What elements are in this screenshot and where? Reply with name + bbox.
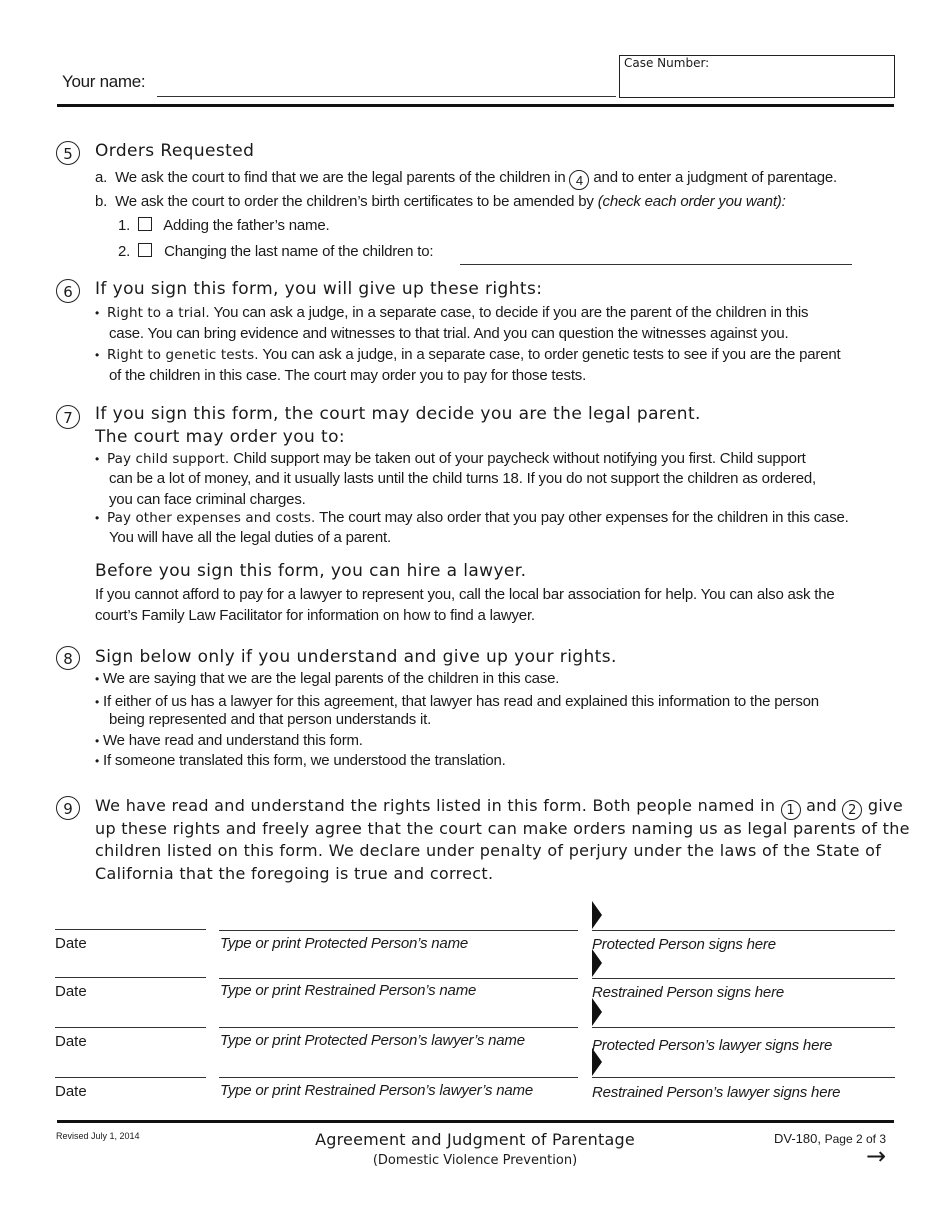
name-label: Type or print Restrained Person’s name	[220, 982, 477, 999]
protected-lawyer-signature-field[interactable]	[592, 1027, 895, 1028]
section-5b: b. We ask the court to order the children’s birth certificates to be amended by (check each order you want):	[95, 193, 786, 210]
date-label: Date	[55, 1033, 87, 1050]
sign-here-arrow-icon	[592, 1048, 602, 1076]
section-6-heading: If you sign this form, you will give up these rights:	[95, 279, 543, 299]
name-label: Type or print Protected Person’s name	[220, 935, 469, 952]
restrained-person-signature-field[interactable]	[592, 978, 895, 979]
change-last-name-checkbox[interactable]	[138, 243, 152, 257]
new-last-name-field[interactable]	[460, 264, 852, 265]
sign-label: Protected Person’s lawyer signs here	[592, 1037, 833, 1054]
sign-label: Restrained Person’s lawyer signs here	[592, 1084, 841, 1101]
section-5b-item-2: 2. Changing the last name of the children to:	[118, 243, 434, 260]
section-8-bullet-3: • We have read and understand this form.	[95, 732, 363, 749]
date-field[interactable]	[55, 1077, 206, 1078]
declaration-line-4: California that the foregoing is true and correct.	[95, 864, 494, 883]
section-8-bullet-2: • If either of us has a lawyer for this agreement, that lawyer has read and explained this information to the person	[95, 693, 819, 710]
protected-person-signature-field[interactable]	[592, 930, 895, 931]
section-7-bullet-2: • Pay other expenses and costs. The court may also order that you pay other expenses for the children in this case.	[95, 509, 849, 526]
restrained-lawyer-signature-field[interactable]	[592, 1077, 895, 1078]
name-label: Type or print Restrained Person’s lawyer’s name	[220, 1082, 533, 1099]
date-label: Date	[55, 983, 87, 1000]
item-ref-1: 1	[781, 800, 801, 820]
section-8-heading: Sign below only if you understand and give up your rights.	[95, 647, 617, 667]
item-number-7: 7	[56, 405, 80, 429]
hire-lawyer-paragraph: If you cannot afford to pay for a lawyer to represent you, call the local bar association for help. You can also ask the	[95, 586, 835, 603]
sign-label: Protected Person signs here	[592, 936, 776, 953]
item-number-6: 6	[56, 279, 80, 303]
form-title: Agreement and Judgment of Parentage	[315, 1130, 635, 1149]
next-page-arrow-icon[interactable]: →	[866, 1142, 887, 1170]
section-7-bullet-1-cont-2: you can face criminal charges.	[109, 491, 306, 508]
form-id: DV-180,	[774, 1131, 821, 1146]
item-ref-2: 2	[842, 800, 862, 820]
item-number-8: 8	[56, 646, 80, 670]
sign-here-arrow-icon	[592, 949, 602, 977]
case-number-label: Case Number:	[624, 56, 710, 70]
case-number-box[interactable]	[619, 55, 895, 98]
date-field[interactable]	[55, 929, 206, 930]
item-ref-4: 4	[569, 170, 589, 190]
declaration-line-2: up these rights and freely agree that the court can make orders naming us as legal parents of the	[95, 819, 910, 838]
date-label: Date	[55, 1083, 87, 1100]
section-7-heading: If you sign this form, the court may decide you are the legal parent.	[95, 404, 701, 424]
date-label: Date	[55, 935, 87, 952]
protected-person-name-field[interactable]	[219, 930, 578, 931]
form-subtitle: (Domestic Violence Prevention)	[372, 1153, 578, 1168]
your-name-label: Your name:	[62, 72, 146, 91]
revision-date: Revised July 1, 2014	[56, 1131, 140, 1141]
section-5b-item-1: 1. Adding the father’s name.	[118, 217, 330, 234]
footer-divider	[57, 1120, 894, 1123]
date-field[interactable]	[55, 1027, 206, 1028]
protected-lawyer-name-field[interactable]	[219, 1027, 578, 1028]
section-8-bullet-4: • If someone translated this form, we understood the translation.	[95, 752, 506, 769]
hire-lawyer-paragraph-cont: court’s Family Law Facilitator for information on how to find a lawyer.	[95, 607, 535, 624]
section-7-subheading: The court may order you to:	[95, 427, 346, 447]
sign-here-arrow-icon	[592, 998, 602, 1026]
page-number: Page 2 of 3	[824, 1132, 886, 1146]
section-6-bullet-1-cont: case. You can bring evidence and witnesses to that trial. And you can question the witnesses against you.	[109, 325, 789, 342]
section-8-bullet-1: • We are saying that we are the legal parents of the children in this case.	[95, 670, 560, 687]
section-7-bullet-2-cont: You will have all the legal duties of a parent.	[109, 529, 391, 546]
name-label: Type or print Protected Person’s lawyer’s name	[220, 1032, 525, 1049]
your-name-field[interactable]	[157, 96, 616, 97]
date-field[interactable]	[55, 977, 206, 978]
restrained-lawyer-name-field[interactable]	[219, 1077, 578, 1078]
add-father-name-checkbox[interactable]	[138, 217, 152, 231]
restrained-person-name-field[interactable]	[219, 978, 578, 979]
sign-label: Restrained Person signs here	[592, 984, 785, 1001]
section-7-bullet-1: • Pay child support. Child support may be taken out of your paycheck without notifying you first. Child support	[95, 450, 806, 467]
section-6-bullet-2: • Right to genetic tests. You can ask a judge, in a separate case, to order genetic tests to see if you are the parent	[95, 346, 841, 363]
section-5a: a. We ask the court to find that we are the legal parents of the children in 4 and to enter a judgment of parentage.	[95, 169, 838, 188]
section-5-heading: Orders Requested	[95, 141, 255, 161]
section-6-bullet-2-cont: of the children in this case. The court may order you to pay for those tests.	[109, 367, 587, 384]
declaration-line-1: We have read and understand the rights listed in this form. Both people named in 1 and 2 give	[95, 796, 903, 818]
section-6-bullet-1: • Right to a trial. You can ask a judge, in a separate case, to decide if you are the parent of the children in this	[95, 304, 809, 321]
sign-here-arrow-icon	[592, 901, 602, 929]
item-number-5: 5	[56, 141, 80, 165]
item-number-9: 9	[56, 796, 80, 820]
hire-lawyer-heading: Before you sign this form, you can hire a lawyer.	[95, 561, 527, 581]
section-7-bullet-1-cont-1: can be a lot of money, and it usually lasts until the child turns 18. If you do not support the children as ordered,	[109, 470, 816, 487]
header-divider	[57, 104, 894, 107]
section-8-bullet-2-cont: being represented and that person understands it.	[109, 711, 432, 728]
declaration-line-3: children listed on this form. We declare under penalty of perjury under the laws of the State of	[95, 841, 882, 860]
